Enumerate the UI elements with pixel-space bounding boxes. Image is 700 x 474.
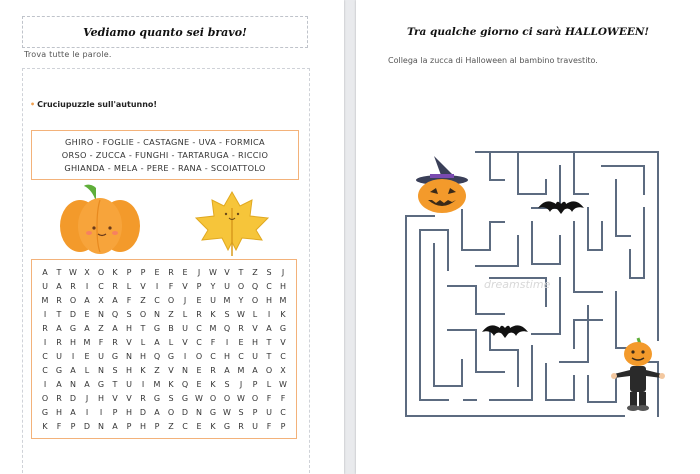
- grid-cell: F: [56, 421, 62, 431]
- grid-cell: W: [237, 309, 245, 319]
- page-gutter: [344, 0, 356, 474]
- grid-cell: I: [141, 379, 145, 389]
- grid-cell: Q: [153, 351, 161, 361]
- grid-cell: A: [266, 323, 272, 333]
- grid-cell: A: [42, 267, 48, 277]
- grid-cell: S: [224, 379, 230, 389]
- grid-cell: F: [168, 281, 174, 291]
- grid-cell: A: [56, 379, 62, 389]
- grid-cell: V: [224, 267, 230, 277]
- grid-cell: O: [251, 295, 259, 305]
- grid-cell: M: [209, 323, 217, 333]
- grid-cell: R: [56, 295, 62, 305]
- grid-cell: U: [126, 379, 132, 389]
- grid-cell: A: [70, 407, 76, 417]
- grid-cell: H: [69, 337, 76, 347]
- grid-cell: J: [197, 267, 201, 277]
- grid-cell: Y: [210, 281, 216, 291]
- grid-cell: I: [85, 281, 89, 291]
- grid-cell: H: [125, 365, 132, 375]
- grid-cell: V: [112, 393, 118, 403]
- grid-cell: Q: [223, 323, 231, 333]
- grid-cell: V: [252, 323, 258, 333]
- grid-cell: W: [209, 267, 217, 277]
- grid-cell: W: [195, 393, 203, 403]
- grid-cell: R: [112, 337, 118, 347]
- instruction-text: Trova tutte le parole.: [24, 50, 112, 59]
- grid-cell: N: [182, 365, 188, 375]
- grid-cell: G: [223, 421, 231, 431]
- watermark: dreamstime: [484, 278, 551, 291]
- grid-cell: G: [279, 323, 287, 333]
- grid-cell: F: [280, 393, 286, 403]
- grid-cell: I: [43, 309, 47, 319]
- grid-cell: W: [69, 267, 77, 277]
- grid-cell: N: [98, 421, 104, 431]
- grid-cell: X: [98, 295, 104, 305]
- grid-cell: V: [126, 337, 132, 347]
- grid-cell: S: [224, 309, 230, 319]
- grid-cell: U: [98, 351, 104, 361]
- grid-cell: C: [182, 421, 188, 431]
- page-title: Vediamo quanto sei bravo!: [22, 16, 308, 48]
- grid-cell: T: [56, 309, 62, 319]
- grid-cell: E: [182, 267, 188, 277]
- maze-instruction: Collega la zucca di Halloween al bambino travestito.: [388, 56, 598, 65]
- grid-cell: Q: [111, 309, 119, 319]
- word-list: [31, 130, 299, 180]
- grid-cell: H: [139, 351, 146, 361]
- grid-cell: O: [167, 407, 175, 417]
- grid-cell: L: [266, 379, 272, 389]
- grid-cell: K: [210, 309, 216, 319]
- grid-cell: Z: [168, 309, 174, 319]
- grid-cell: X: [280, 365, 286, 375]
- bat-icon: [482, 320, 528, 342]
- grid-cell: C: [196, 323, 202, 333]
- grid-cell: F: [98, 337, 104, 347]
- grid-cell: Z: [168, 421, 174, 431]
- grid-cell: N: [126, 351, 132, 361]
- grid-cell: S: [168, 393, 174, 403]
- grid-cell: U: [252, 351, 258, 361]
- grid-cell: K: [280, 309, 286, 319]
- grid-cell: H: [55, 407, 62, 417]
- grid-cell: D: [83, 421, 91, 431]
- grid-cell: O: [41, 393, 49, 403]
- grid-cell: L: [168, 337, 174, 347]
- grid-cell: A: [56, 281, 62, 291]
- grid-cell: U: [252, 421, 258, 431]
- pumpkin-costume-child-icon: [608, 334, 668, 414]
- grid-cell: P: [112, 407, 118, 417]
- grid-cell: K: [210, 421, 216, 431]
- grid-cell: B: [168, 323, 174, 333]
- grid-cell: V: [140, 281, 146, 291]
- grid-cell: R: [56, 337, 62, 347]
- grid-cell: A: [112, 421, 118, 431]
- grid-cell: V: [182, 337, 188, 347]
- grid-cell: J: [281, 267, 285, 277]
- grid-cell: R: [56, 393, 62, 403]
- grid-cell: R: [210, 365, 216, 375]
- grid-cell: Y: [238, 295, 244, 305]
- grid-cell: A: [70, 365, 76, 375]
- grid-cell: N: [196, 407, 202, 417]
- grid-cell: J: [85, 393, 89, 403]
- grid-cell: G: [97, 379, 105, 389]
- grid-cell: C: [266, 281, 272, 291]
- grid-cell: A: [84, 323, 90, 333]
- grid-cell: P: [154, 421, 160, 431]
- grid-cell: I: [267, 309, 271, 319]
- grid-cell: T: [112, 379, 118, 389]
- grid-cell: O: [69, 295, 77, 305]
- grid-cell: F: [126, 295, 132, 305]
- grid-cell: K: [210, 379, 216, 389]
- grid-cell: J: [183, 295, 187, 305]
- grid-cell: R: [168, 267, 174, 277]
- grid-cell: D: [69, 309, 77, 319]
- grid-cell: O: [223, 393, 231, 403]
- grid-cell: D: [181, 407, 189, 417]
- grid-cell: T: [140, 323, 146, 333]
- grid-cell: G: [209, 407, 217, 417]
- grid-cell: S: [238, 407, 244, 417]
- grid-cell: T: [56, 267, 62, 277]
- grid-cell: I: [155, 281, 159, 291]
- grid-cell: Z: [252, 267, 258, 277]
- grid-cell: U: [42, 281, 48, 291]
- maple-leaf-icon: [190, 188, 274, 258]
- grid-cell: A: [112, 295, 118, 305]
- grid-cell: J: [239, 379, 243, 389]
- grid-cell: X: [84, 267, 90, 277]
- grid-cell: D: [69, 393, 77, 403]
- grid-cell: U: [266, 407, 272, 417]
- grid-cell: E: [154, 267, 160, 277]
- grid-cell: A: [154, 407, 160, 417]
- grid-cell: O: [97, 267, 105, 277]
- grid-cell: P: [280, 421, 286, 431]
- grid-cell: Z: [154, 365, 160, 375]
- grid-cell: L: [252, 309, 258, 319]
- grid-cell: G: [55, 365, 63, 375]
- word-line: ORSO - ZUCCA - FUNGHI - TARTARUGA - RICCIO: [61, 150, 269, 160]
- grid-cell: K: [112, 267, 118, 277]
- grid-cell: I: [225, 337, 229, 347]
- grid-cell: O: [237, 281, 245, 291]
- grid-cell: R: [238, 421, 244, 431]
- grid-cell: I: [85, 407, 89, 417]
- grid-cell: S: [112, 365, 118, 375]
- grid-cell: O: [251, 393, 259, 403]
- grid-cell: Q: [181, 379, 189, 389]
- grid-cell: C: [196, 337, 202, 347]
- grid-cell: I: [43, 337, 47, 347]
- grid-cell: E: [84, 309, 90, 319]
- jack-o-lantern-witch-hat-icon: [412, 154, 472, 214]
- grid-cell: U: [224, 281, 230, 291]
- grid-cell: P: [70, 421, 76, 431]
- grid-cell: A: [252, 365, 258, 375]
- grid-cell: E: [84, 351, 90, 361]
- grid-cell: F: [266, 393, 272, 403]
- grid-cell: E: [196, 421, 202, 431]
- grid-cell: M: [223, 295, 231, 305]
- grid-cell: V: [182, 281, 188, 291]
- grid-cell: C: [238, 351, 244, 361]
- grid-cell: G: [181, 393, 189, 403]
- grid-cell: M: [41, 295, 49, 305]
- grid-cell: M: [83, 337, 91, 347]
- grid-cell: G: [153, 393, 161, 403]
- grid-cell: C: [280, 351, 286, 361]
- grid-cell: W: [223, 407, 231, 417]
- grid-cell: A: [224, 365, 230, 375]
- grid-cell: M: [279, 295, 287, 305]
- grid-cell: H: [279, 281, 286, 291]
- word-line: GHIANDA - MELA - PERE - RANA - SCOIATTOLO: [64, 163, 266, 173]
- grid-cell: T: [266, 337, 272, 347]
- grid-cell: Z: [140, 295, 146, 305]
- grid-cell: N: [154, 309, 160, 319]
- grid-cell: A: [84, 295, 90, 305]
- grid-cell: A: [84, 379, 90, 389]
- grid-cell: N: [98, 309, 104, 319]
- grid-cell: T: [238, 267, 244, 277]
- grid-cell: V: [168, 365, 174, 375]
- grid-cell: H: [125, 407, 132, 417]
- bullet-icon: •: [30, 100, 36, 109]
- grid-cell: W: [237, 393, 245, 403]
- grid-cell: R: [112, 281, 118, 291]
- grid-cell: L: [126, 281, 132, 291]
- grid-cell: C: [42, 365, 48, 375]
- grid-cell: I: [183, 351, 187, 361]
- grid-cell: G: [153, 323, 161, 333]
- grid-cell: N: [70, 379, 76, 389]
- grid-cell: O: [209, 393, 217, 403]
- grid-cell: K: [42, 421, 48, 431]
- grid-cell: C: [210, 351, 216, 361]
- puzzle-subtitle: [30, 100, 157, 109]
- grid-cell: O: [265, 365, 273, 375]
- grid-cell: P: [126, 267, 132, 277]
- grid-cell: V: [126, 393, 132, 403]
- grid-cell: G: [69, 323, 77, 333]
- grid-cell: T: [266, 351, 272, 361]
- grid-cell: R: [42, 323, 48, 333]
- grid-cell: K: [168, 379, 174, 389]
- grid-cell: L: [84, 365, 90, 375]
- grid-cell: I: [71, 351, 75, 361]
- grid-cell: E: [238, 337, 244, 347]
- grid-cell: P: [252, 379, 258, 389]
- grid-cell: H: [251, 337, 258, 347]
- grid-cell: G: [41, 407, 49, 417]
- bat-icon: [538, 196, 584, 218]
- pumpkin-icon: [56, 182, 144, 256]
- grid-cell: U: [56, 351, 62, 361]
- grid-cell: V: [280, 337, 286, 347]
- grid-cell: E: [196, 295, 202, 305]
- grid-cell: A: [112, 323, 118, 333]
- puzzle-subtitle-text: Cruciupuzzle sull'autunno!: [37, 100, 158, 109]
- grid-cell: P: [140, 267, 146, 277]
- grid-cell: F: [210, 337, 216, 347]
- grid-cell: O: [167, 295, 175, 305]
- grid-cell: H: [265, 295, 272, 305]
- grid-cell: Q: [251, 281, 259, 291]
- grid-cell: P: [126, 421, 132, 431]
- grid-cell: C: [280, 407, 286, 417]
- grid-cell: S: [126, 309, 132, 319]
- grid-cell: E: [196, 379, 202, 389]
- grid-cell: R: [196, 309, 202, 319]
- grid-cell: F: [266, 421, 272, 431]
- grid-cell: M: [237, 365, 245, 375]
- word-search-grid: [31, 259, 297, 439]
- grid-cell: H: [223, 351, 230, 361]
- grid-cell: D: [139, 407, 147, 417]
- grid-cell: C: [42, 351, 48, 361]
- grid-cell: R: [140, 393, 146, 403]
- grid-cell: U: [182, 323, 188, 333]
- grid-cell: W: [279, 379, 287, 389]
- grid-cell: P: [196, 281, 202, 291]
- grid-cell: L: [182, 309, 188, 319]
- grid-cell: O: [139, 309, 147, 319]
- grid-cell: P: [252, 407, 258, 417]
- grid-cell: O: [195, 351, 203, 361]
- grid-cell: C: [98, 281, 104, 291]
- word-line: GHIRO - FOGLIE - CASTAGNE - UVA - FORMICA: [65, 137, 265, 147]
- grid-cell: K: [140, 365, 146, 375]
- grid-cell: S: [266, 267, 272, 277]
- grid-cell: A: [154, 337, 160, 347]
- grid-cell: G: [111, 351, 119, 361]
- grid-cell: E: [196, 365, 202, 375]
- grid-cell: I: [43, 379, 47, 389]
- grid-cell: L: [140, 337, 146, 347]
- grid-cell: A: [56, 323, 62, 333]
- grid-cell: N: [98, 365, 104, 375]
- halloween-title: Tra qualche giorno ci sarà HALLOWEEN!: [406, 26, 650, 38]
- grid-cell: U: [210, 295, 216, 305]
- grid-cell: M: [153, 379, 161, 389]
- grid-cell: H: [97, 393, 104, 403]
- left-page: [0, 0, 344, 474]
- grid-cell: R: [70, 281, 76, 291]
- grid-cell: G: [167, 351, 175, 361]
- grid-cell: Z: [98, 323, 104, 333]
- grid-cell: I: [99, 407, 103, 417]
- grid-cell: H: [125, 323, 132, 333]
- grid-cell: R: [238, 323, 244, 333]
- grid-cell: H: [139, 421, 146, 431]
- grid-cell: C: [154, 295, 160, 305]
